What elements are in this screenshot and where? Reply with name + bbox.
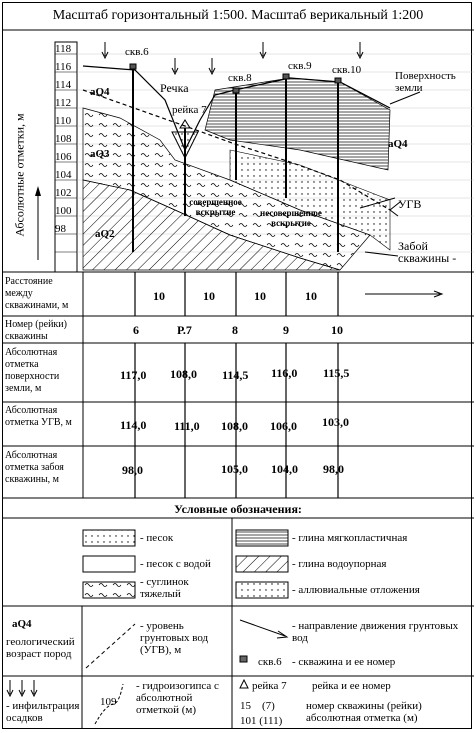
surface-label: Поверхность земли (395, 70, 456, 94)
well-number-value: 10 (331, 323, 343, 337)
ugv-value: 103,0 (322, 415, 349, 429)
legend-well: - скважина и ее номер (292, 656, 396, 668)
bottom-value: 98,0 (323, 462, 344, 476)
legend-geo-age: геологический возраст пород (6, 636, 75, 660)
y-tick: 112 (55, 97, 72, 109)
y-tick: 118 (55, 43, 72, 55)
legend-well-num-15: 15 (240, 700, 251, 712)
legend-title: Условные обозначения: (174, 502, 302, 516)
bottom-value: 105,0 (221, 462, 248, 476)
well-10-label: скв.10 (332, 64, 362, 76)
well-6-label: скв.6 (125, 46, 149, 58)
legend-gw-level: - уровень грунтовых вод (УГВ), м (140, 620, 209, 656)
complete-penetration-label: совершенное вскрытие (189, 197, 242, 217)
distance-value: 10 (254, 289, 266, 303)
diagram-title: Масштаб горизонтальный 1:500. Масштаб верикальный 1:200 (52, 8, 424, 23)
surface-value: 114,5 (222, 368, 249, 382)
ugv-value: 108,0 (221, 419, 248, 433)
legend-clay-soft: - глина мягкопластичная (292, 532, 408, 544)
y-tick: 114 (55, 79, 72, 91)
aq4-right-label: aQ4 (388, 138, 408, 150)
legend-gauge-symbol: рейка 7 (252, 680, 287, 692)
y-tick: 116 (55, 61, 72, 73)
legend-infiltration: - инфильтрация осадков (6, 700, 80, 724)
legend-alluvial: - аллювиальные отложения (292, 584, 420, 596)
row-label-distance: Расстояние между скважинами, м (5, 276, 69, 311)
legend-hydroisohypse: - гидроизогипса с абсолютной отметкой (м) (136, 680, 219, 716)
well-bottom-label: Забой скважины - (398, 239, 457, 265)
gauge-7-label: рейка 7 (172, 104, 207, 116)
aq3-label: aQ3 (90, 148, 110, 160)
y-tick: 98 (55, 223, 66, 235)
legend-clay-aquiclude: - глина водоупорная (292, 558, 387, 570)
legend-gauge: рейка и ее номер (312, 680, 391, 692)
row-label-surface: Абсолютная отметка поверхности земли, м (5, 347, 60, 394)
legend-flow-direction: - направление движения грунтовых вод (292, 620, 459, 644)
legend-isohypse-value: 109 (100, 696, 117, 708)
surface-value: 116,0 (271, 366, 298, 380)
ugv-value: 114,0 (120, 418, 147, 432)
well-8-label: скв.8 (228, 72, 252, 84)
surface-value: 108,0 (170, 367, 197, 381)
row-label-bottom: Абсолютная отметка забоя скважины, м (5, 450, 64, 485)
legend-sand: - песок (140, 532, 174, 544)
legend-sand-water: - песок с водой (140, 558, 211, 570)
y-tick: 102 (55, 187, 72, 199)
y-tick: 106 (55, 151, 72, 163)
well-number-value: 9 (283, 323, 289, 337)
well-number-value: 6 (133, 323, 139, 337)
y-tick: 100 (55, 205, 72, 217)
ugv-value: 106,0 (270, 419, 297, 433)
surface-value: 115,5 (323, 366, 350, 380)
legend-well-num-7: (7) (262, 700, 275, 712)
y-axis-label: Абсолютные отметки, м (12, 113, 27, 237)
legend-loam: - суглинок тяжелый (140, 576, 189, 600)
aq4-left-label: aQ4 (90, 86, 110, 98)
distance-value: 10 (203, 289, 215, 303)
row-label-number: Номер (рейки) скважины (5, 319, 67, 342)
incomplete-penetration-label: несовершенное вскрытие (260, 208, 322, 228)
y-tick: 110 (55, 115, 72, 127)
y-tick: 108 (55, 133, 72, 145)
distance-value: 10 (153, 289, 165, 303)
bottom-value: 98,0 (122, 463, 143, 477)
well-number-value: 8 (232, 323, 238, 337)
aq2-label: aQ2 (95, 228, 115, 240)
well-9-label: скв.9 (288, 60, 312, 72)
ugv-value: 111,0 (174, 419, 200, 433)
row-label-ugv: Абсолютная отметка УГВ, м (5, 405, 72, 428)
legend-well-symbol: скв.6 (258, 656, 282, 668)
legend-well-number: номер скважины (рейки) абсолютная отметка (м) (306, 700, 422, 724)
distance-value: 10 (305, 289, 317, 303)
river-label: Речка (160, 81, 189, 95)
bottom-value: 104,0 (271, 462, 298, 476)
surface-value: 117,0 (120, 368, 147, 382)
legend-aq4-symbol: aQ4 (12, 618, 32, 630)
ugv-label: УГВ (398, 197, 422, 211)
well-number-value: Р.7 (177, 323, 192, 337)
y-tick: 104 (55, 169, 72, 181)
legend-well-num-101: 101 (111) (240, 715, 283, 727)
